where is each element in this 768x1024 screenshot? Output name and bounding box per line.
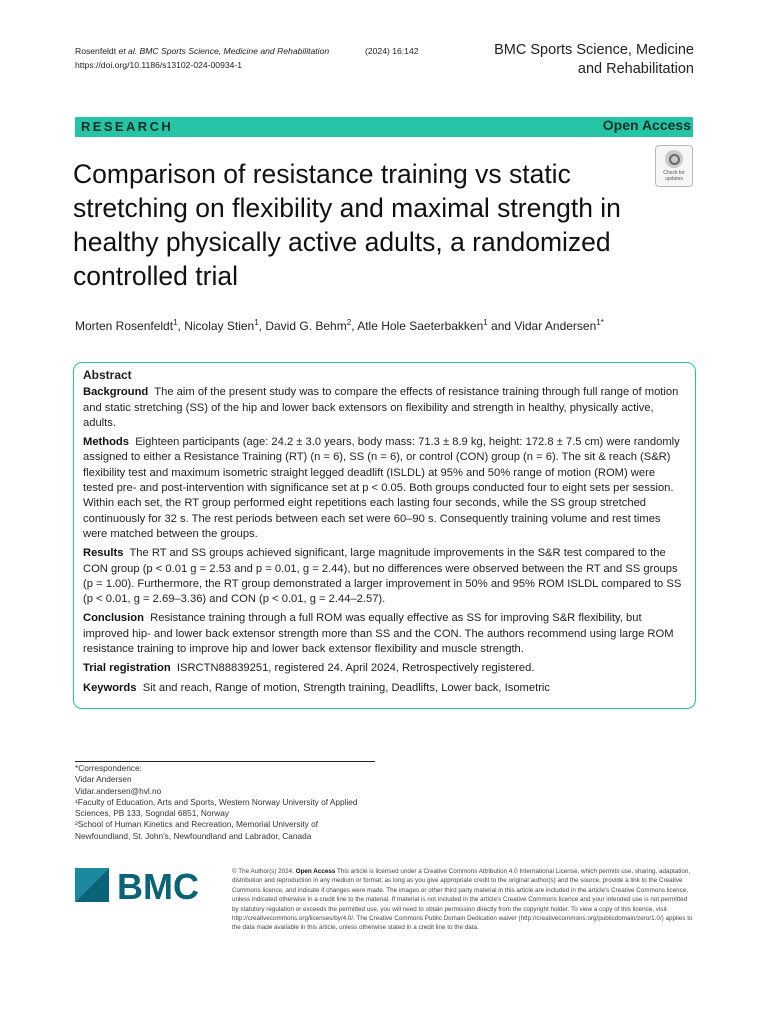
article-type-label: RESEARCH — [81, 119, 174, 134]
article-title: Comparison of resistance training vs static stretching on flexibility and maximal strength in healthy physically active adults, a randomized controlled trial — [73, 159, 621, 291]
author-name[interactable]: Vidar Andersen — [514, 319, 597, 333]
trial-label: Trial registration — [83, 662, 171, 675]
license-open-access: Open Access — [295, 868, 336, 875]
abstract-conclusion — [83, 611, 686, 657]
author-affiliation: 2 — [346, 318, 352, 327]
doi-link[interactable]: https://doi.org/10.1186/s13102-024-00934-1 — [75, 60, 243, 70]
methods-text: Eighteen participants (age: 24.2 ± 3.0 years, body mass: 71.3 ± 8.9 kg, height: 172.8 ± 7.5 cm) were randomly assigned to either a Resistance Training (RT) (n = 6), SS (n = 6), or control (CON) group (n = 6). The sit & reach (S&R) flexibility test and maximum isometric straight legged deadlift (ISLDL) at 95% and 50% range of motion (ROM) were tested pre- and post-intervention with significance set at p < 0.05. Both groups conducted four to eight sets per session. Within each set, the RT group performed eight repetitions each lasting four seconds, while the SS group stretched continuously for 32 s. The rest periods between each set were 60–90 s. Consequently training volume and rest times were matched between the groups. — [83, 436, 680, 540]
author-affiliation: 1 — [173, 318, 178, 327]
citation-line — [75, 44, 435, 58]
conclusion-label: Conclusion — [83, 612, 144, 625]
correspondence-name: Vidar Andersen — [75, 774, 132, 785]
author-name[interactable]: David G. Behm — [265, 319, 347, 333]
affiliation-2: ²School of Human Kinetics and Recreation, Memorial University of Newfoundland, St. John's, Newfoundland and Labrador, Canada — [75, 819, 319, 841]
license-body: This article is licensed under a Creative Commons Attribution 4.0 International License, which permits use, sharing, adaptation, distribution and reproduction in any medium or format, as long as you give appropriate credit to the original author(s) and the source, provide a link to the Creative Commons licence, and indicate if changes were made. The images or other third party material in this article are included in the article's Creative Commons licence, unless indicated otherwise in a credit line to the material. If material is not included in the article's Creative Commons licence and your intended use is not permitted by statutory regulation or exceeds the permitted use, you will need to obtain permission directly from the copyright holder. To view a copy of this licence, visit http://creativecommons.org/licenses/by/4.0/. The Creative Commons Public Domain Dedication waiver (http://creativecommons.org/publicdomain/zero/1.0/) applies to the data made available in this article, unless otherwise stated in a credit line to the data. — [232, 868, 693, 932]
correspondence-email[interactable]: Vidar.andersen@hvl.no — [75, 785, 162, 796]
results-label: Results — [83, 547, 124, 560]
results-text: The RT and SS groups achieved significant, large magnitude improvements in the S&R test compared to the CON group (p < 0.01 g = 2.53 and p = 0.01, g = 2.44), but no differences were observed between the RT and SS groups (p = 1.00). Furthermore, the RT group demonstrated a larger improvement in 50% and 95% ROM ISLDL compared to SS (p < 0.01, g = 2.69–3.36) and CON (p < 0.01, g = 2.44–2.57). — [83, 547, 682, 606]
bmc-logo — [75, 866, 215, 906]
check-updates-icon — [665, 150, 683, 168]
abstract-background — [83, 385, 686, 431]
background-label: Background — [83, 386, 149, 399]
open-access-label: Open Access — [602, 117, 691, 133]
bmc-logo-icon — [75, 866, 215, 906]
trial-text: ISRCTN88839251, registered 24. April 2024, Retrospectively registered. — [176, 662, 535, 675]
author-name[interactable]: Nicolay Stien — [184, 319, 255, 333]
keywords-text: Sit and reach, Range of motion, Strength training, Deadlifts, Lower back, Isometric — [142, 681, 550, 694]
footnote-divider — [75, 761, 375, 762]
author-affiliation: 1 — [254, 318, 259, 327]
check-updates-text: Check for updates — [663, 170, 685, 182]
affiliation-1: ¹Faculty of Education, Arts and Sports, Western Norway University of Applied Sciences, PB 133, Sogndal 6851, Norway — [75, 796, 358, 819]
author-name[interactable]: Morten Rosenfeldt — [75, 319, 174, 333]
keywords-label: Keywords — [83, 681, 137, 694]
methods-label: Methods — [83, 436, 129, 449]
abstract-results — [83, 546, 686, 607]
running-header — [75, 44, 435, 72]
background-text: The aim of the present study was to compare the effects of resistance training through full range of motion and static stretching (SS) of the hip and lower back extensors on flexibility and strength in healthy, physically active, adults. — [83, 386, 679, 429]
correspondence-block — [75, 763, 375, 842]
abstract-keywords — [83, 681, 686, 696]
journal-name — [454, 41, 694, 79]
author-affiliation: 1* — [596, 318, 604, 327]
citation-journal: et al. BMC Sports Science, Medicine and Rehabilitation — [118, 46, 330, 56]
article-type-band — [75, 117, 693, 137]
author-name[interactable]: Atle Hole Saeterbakken — [357, 319, 484, 333]
abstract-trial-registration — [83, 661, 686, 676]
author-affiliation: 1 — [483, 318, 488, 327]
abstract-box — [73, 362, 696, 709]
license-copyright: © The Author(s) 2024. — [232, 868, 294, 875]
bmc-logo-text: BMC — [117, 866, 199, 906]
check-for-updates-badge[interactable] — [655, 145, 693, 187]
journal-name-line1: BMC Sports Science, Medicine — [494, 42, 694, 58]
journal-name-line2: and Rehabilitation — [577, 61, 694, 77]
abstract-methods — [83, 435, 686, 542]
conclusion-text: Resistance training through a full ROM was equally effective as SS for improving S&R flexibility, but improved hip- and lower back extensor strength more than SS and the CON. The authors recommend using large ROM resistance training to improve hip and lower back extensor flexibility and muscle strength. — [83, 612, 674, 656]
author-list: Morten Rosenfeldt$^1$, Nicolay Stien$^1$, David G. Behm$^2$, Atle Hole Saeterbakken$^1$ and Vidar Andersen$^{1*}$ — [75, 318, 604, 333]
license-text — [232, 867, 694, 933]
citation-authors: Rosenfeldt — [75, 46, 119, 56]
citation-volume: (2024) 16:142 — [365, 46, 419, 56]
abstract-heading: Abstract — [83, 368, 132, 382]
correspondence-label: *Correspondence: — [75, 763, 142, 773]
